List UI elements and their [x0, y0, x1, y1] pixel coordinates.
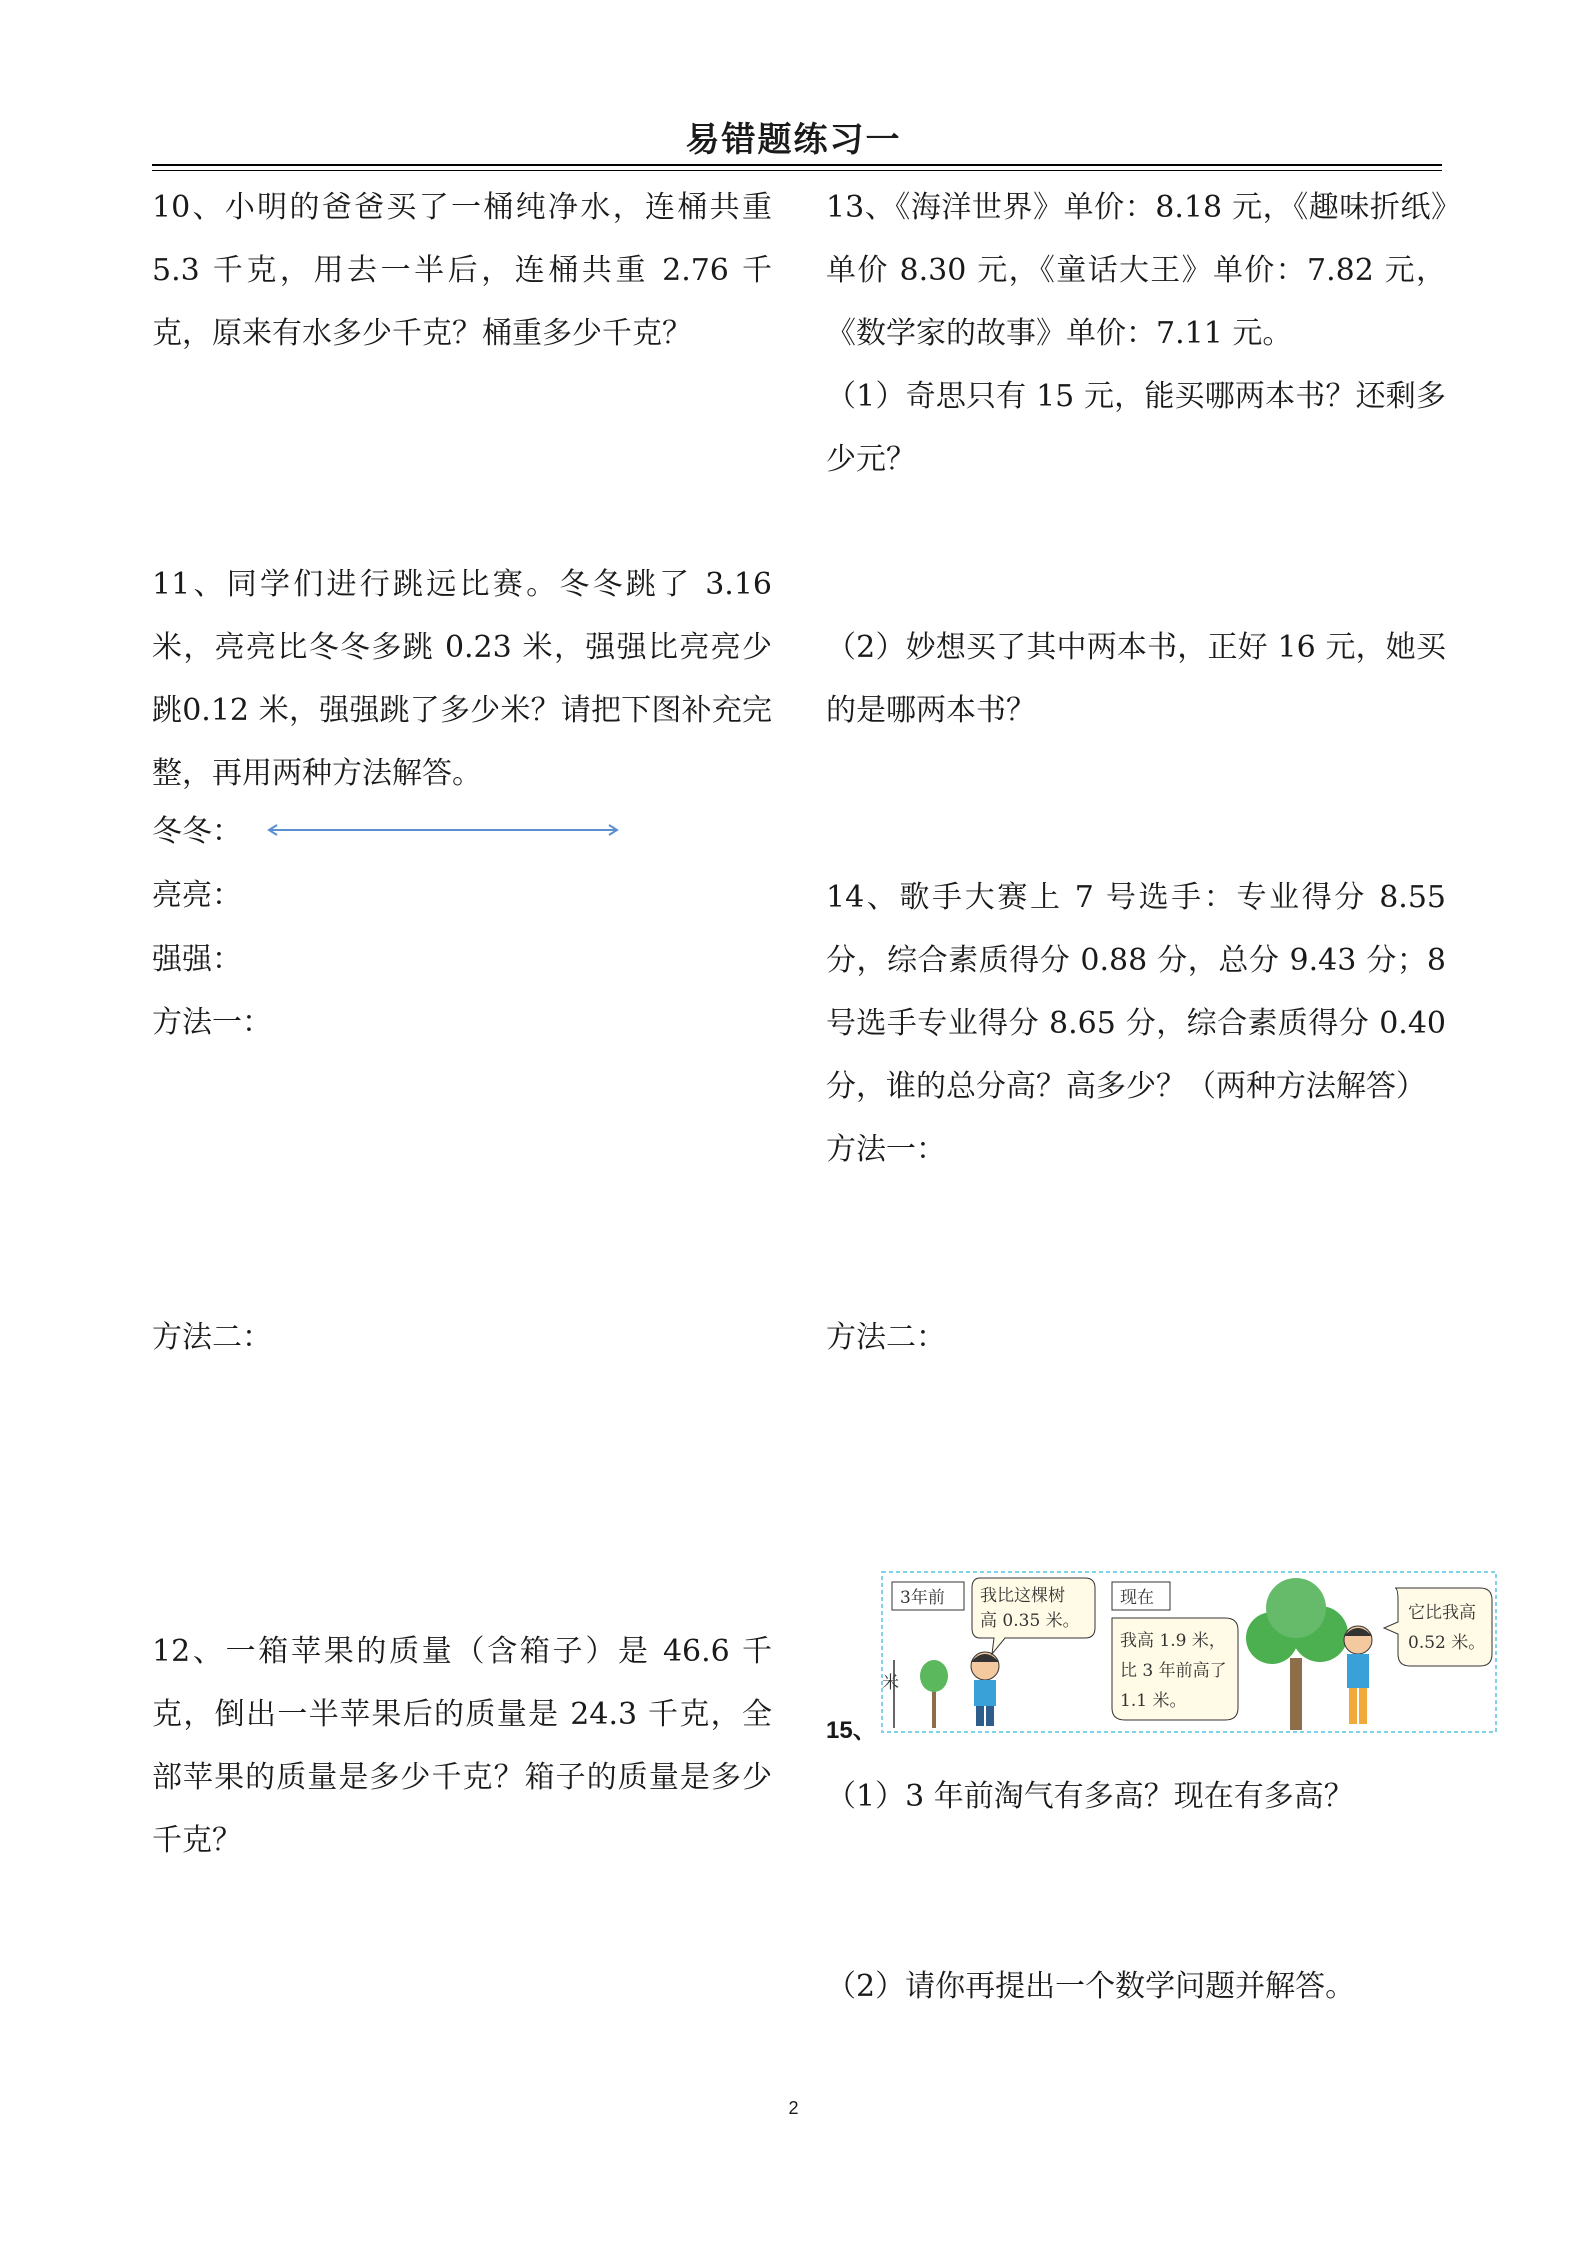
question-15-illustration [880, 1568, 1500, 1738]
question-11: 11、同学们进行跳远比赛。冬冬跳了 3.16 米，亮亮比冬冬多跳 0.23 米，强强比亮亮少跳0.12 米，强强跳了多少米？请把下图补充完整，再用两种方法解答。 [152, 567, 772, 791]
bubble-2-line-1: 我高 1.9 米， [1120, 1631, 1226, 1651]
label-now: 现在 [1120, 1588, 1154, 1608]
label-method-two-q14: 方法二： [826, 1320, 946, 1355]
question-14: 14、歌手大赛上 7 号选手：专业得分 8.55 分，综合素质得分 0.88 分，总分 9.43 分；8 号选手专业得分 8.65 分，综合素质得分 0.40 分，谁的总分高？高多少？（两种方法解答） [826, 880, 1446, 1104]
bubble-2-line-2: 比 3 年前高了 [1120, 1661, 1227, 1681]
question-13-part-1: （1）奇思只有 15 元，能买哪两本书？还剩多少元？ [826, 379, 1446, 477]
label-dongdong: 冬冬： [152, 814, 242, 849]
bubble-3-line-1: 它比我高 [1408, 1603, 1476, 1623]
question-12: 12、一箱苹果的质量（含箱子）是 46.6 千克，倒出一半苹果后的质量是 24.3 千克，全部苹果的质量是多少千克？箱子的质量是多少千克？ [152, 1634, 772, 1858]
question-15-part-1: （1）3 年前淘气有多高？现在有多高？ [826, 1779, 1354, 1814]
label-method-two: 方法二： [152, 1320, 272, 1355]
question-13: 13、《海洋世界》单价：8.18 元，《趣味折纸》单价 8.30 元，《童话大王》单价：7.82 元，《数学家的故事》单价：7.11 元。 [826, 190, 1446, 351]
page-title: 易错题练习一 [685, 120, 902, 160]
bubble-3-line-2: 0.52 米。 [1408, 1633, 1486, 1653]
title-rule-thin [152, 170, 1442, 171]
bubble-1-line-2: 高 0.35 米。 [980, 1611, 1080, 1631]
label-method-one: 方法一： [152, 1005, 272, 1040]
bubble-2-line-3: 1.1 米。 [1120, 1691, 1187, 1711]
label-qiangqiang: 强强： [152, 942, 242, 977]
label-method-one-q14: 方法一： [826, 1132, 946, 1167]
page-number: 2 [788, 2098, 799, 2118]
question-15-part-2: （2）请你再提出一个数学问题并解答。 [826, 1969, 1356, 2004]
line-segment-arrow [265, 820, 625, 840]
bubble-1-line-1: 我比这棵树 [980, 1586, 1065, 1606]
question-13-part-2: （2）妙想买了其中两本书，正好 16 元，她买的是哪两本书？ [826, 630, 1446, 728]
title-rule [152, 164, 1442, 166]
question-10: 10、小明的爸爸买了一桶纯净水，连桶共重5.3 千克，用去一半后，连桶共重 2.76 千克，原来有水多少千克？桶重多少千克？ [152, 190, 772, 351]
unit-label: 米 [882, 1673, 899, 1693]
label-liangliang: 亮亮： [152, 878, 242, 913]
question-15-number: 15、 [826, 1717, 877, 1744]
label-three-years-ago: 3年前 [900, 1588, 945, 1608]
